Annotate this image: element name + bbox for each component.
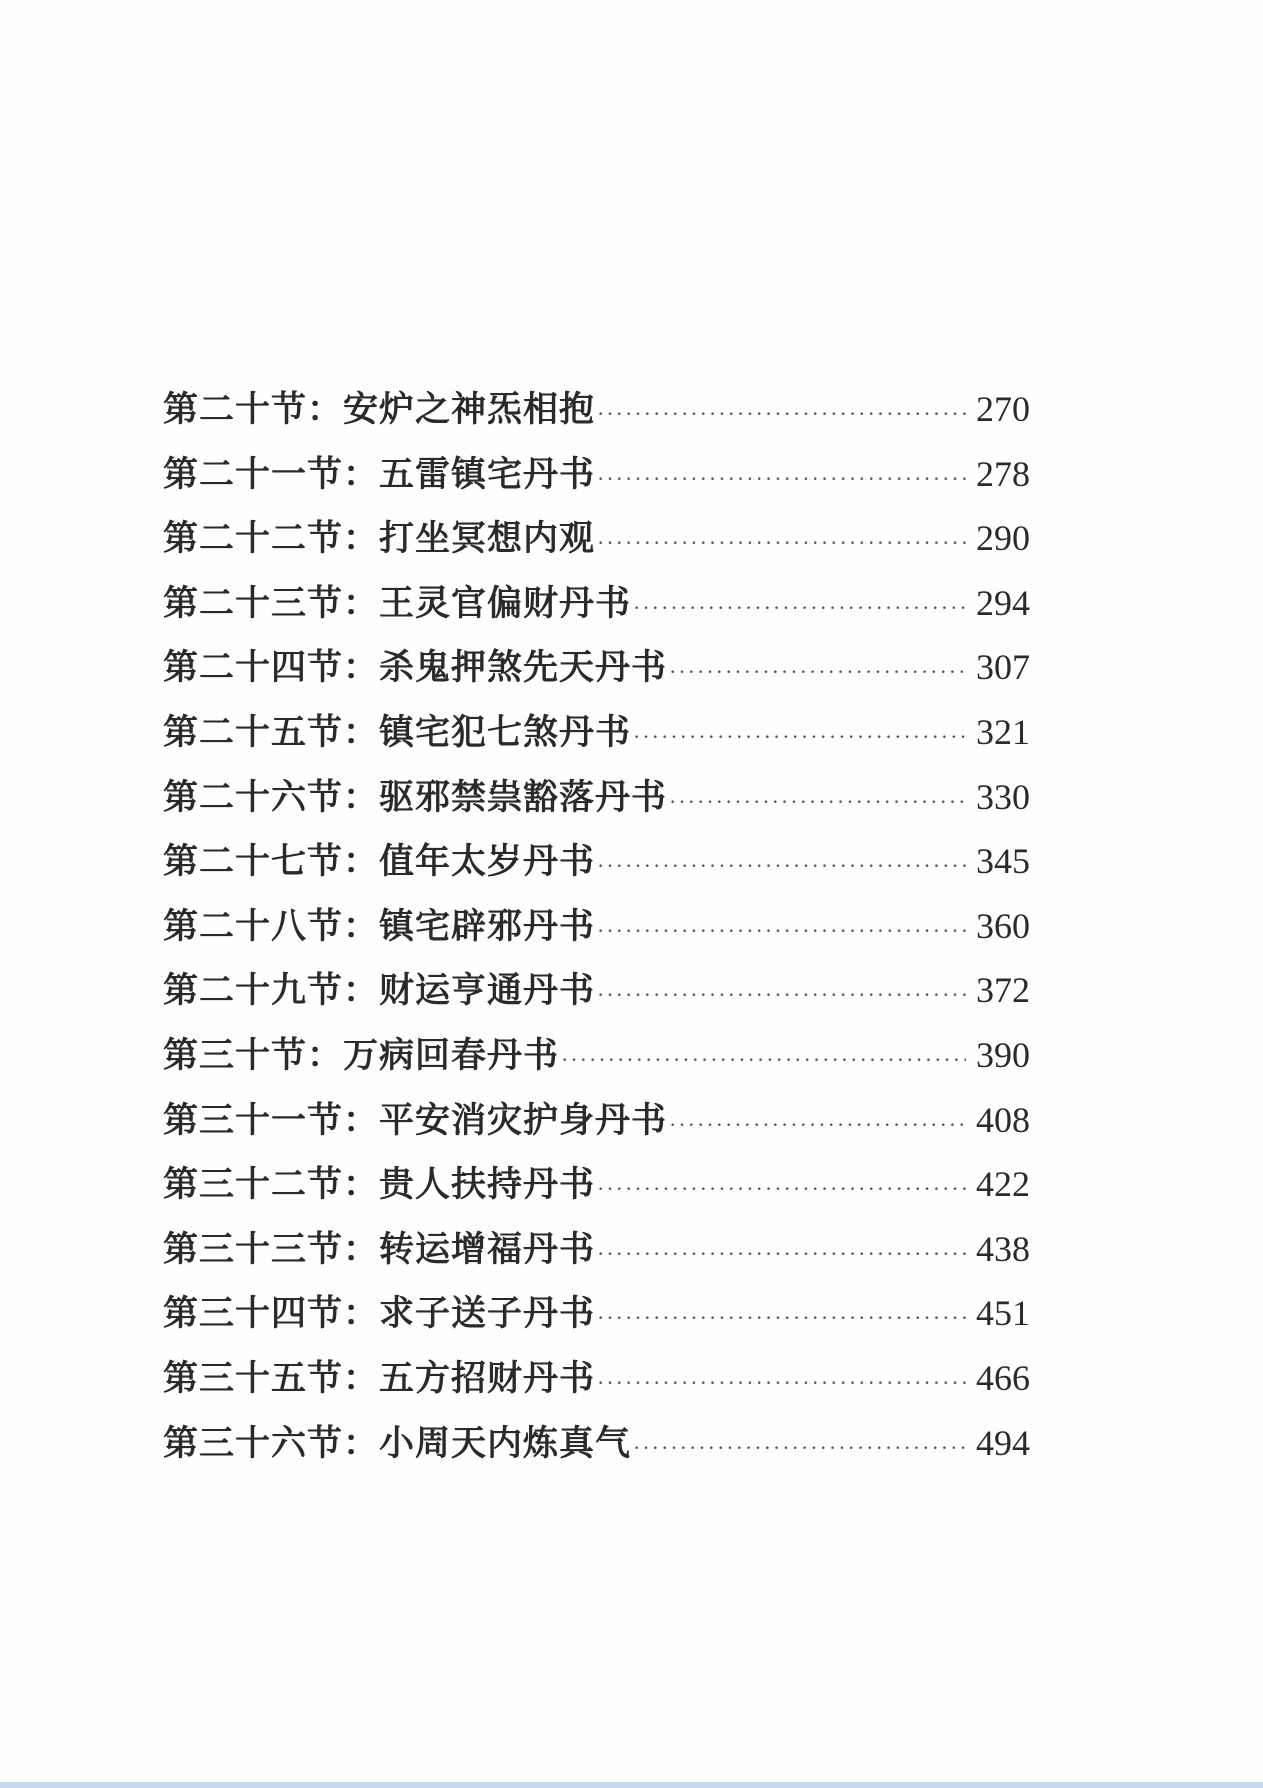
toc-entry [163,834,1030,899]
dot-leader [633,724,966,750]
dot-leader [597,1241,966,1267]
toc-entry-title: 第二十三节：王灵官偏财丹书 [163,582,632,624]
toc-entry-title: 第三十四节：求子送子丹书 [163,1293,596,1335]
toc-entry-page-number: 408 [976,1099,1030,1140]
toc-entry-page-number: 307 [976,647,1030,688]
toc-entry [163,1351,1030,1416]
toc-entry [163,1028,1030,1093]
toc-entry-page-number: 270 [976,389,1030,429]
dot-leader [669,659,966,685]
toc-entry [163,705,1030,770]
dot-leader [597,853,966,879]
toc-entry-page-number: 321 [976,711,1030,752]
toc-entry [163,511,1030,576]
toc-entry [163,1157,1030,1222]
toc-entry-title: 第三十三节：转运增福丹书 [163,1228,596,1270]
dot-leader [669,1112,966,1138]
toc-entry-title: 第二十八节：镇宅辟邪丹书 [163,905,596,947]
dot-leader [597,466,966,492]
toc-entry [163,899,1030,964]
toc-entry-page-number: 345 [976,841,1030,882]
scan-edge [0,1782,1263,1788]
toc-entry-title: 第二十节：安炉之神炁相抱 [163,389,596,430]
toc-entry [163,640,1030,705]
toc-entry-title: 第三十一节：平安消灾护身丹书 [163,1099,668,1141]
toc-entry-page-number: 290 [976,518,1030,559]
toc-entry-title: 第二十四节：杀鬼押煞先天丹书 [163,647,668,689]
toc-entry [163,963,1030,1028]
dot-leader [597,1176,966,1202]
toc-entry [163,1286,1030,1351]
dot-leader [633,595,966,621]
toc-entry-title: 第三十五节：五方招财丹书 [163,1357,596,1399]
toc-entry [163,770,1030,835]
toc-entry-page-number: 372 [976,970,1030,1011]
dot-leader [597,918,966,944]
dot-leader [597,1305,966,1331]
toc-entry [163,447,1030,512]
toc-entry-page-number: 330 [976,776,1030,817]
dot-leader [597,401,966,427]
toc-entry-page-number: 466 [976,1357,1030,1398]
toc-entry [163,576,1030,641]
toc-entry-title: 第二十五节：镇宅犯七煞丹书 [163,711,632,753]
toc-entry-page-number: 494 [976,1422,1030,1463]
toc-entry-page-number: 438 [976,1228,1030,1269]
dot-leader [597,530,966,556]
toc-entry-title: 第二十二节：打坐冥想内观 [163,518,596,560]
toc-entry-title: 第二十六节：驱邪禁祟豁落丹书 [163,776,668,818]
toc-entry-page-number: 278 [976,453,1030,494]
toc-entry [163,1093,1030,1158]
toc-entry [163,1222,1030,1287]
toc-entry-page-number: 360 [976,905,1030,946]
toc-entry-page-number: 422 [976,1164,1030,1205]
toc-entry [163,382,1030,447]
toc-entry-page-number: 451 [976,1293,1030,1334]
toc-entry-title: 第三十六节：小周天内炼真气 [163,1422,632,1464]
toc-entry-title: 第三十二节：贵人扶持丹书 [163,1164,596,1206]
dot-leader [561,1047,966,1073]
dot-leader [597,1370,966,1396]
toc-entry-page-number: 390 [976,1034,1030,1075]
dot-leader [633,1435,966,1461]
toc-entry-title: 第三十节：万病回春丹书 [163,1034,560,1076]
toc-entry-title: 第二十一节：五雷镇宅丹书 [163,453,596,495]
toc-entry-title: 第二十九节：财运亨通丹书 [163,970,596,1012]
table-of-contents [163,382,1030,1480]
toc-entry-title: 第二十七节：值年太岁丹书 [163,841,596,883]
dot-leader [669,789,966,815]
toc-entry [163,1416,1030,1481]
dot-leader [597,982,966,1008]
toc-entry-page-number: 294 [976,582,1030,623]
